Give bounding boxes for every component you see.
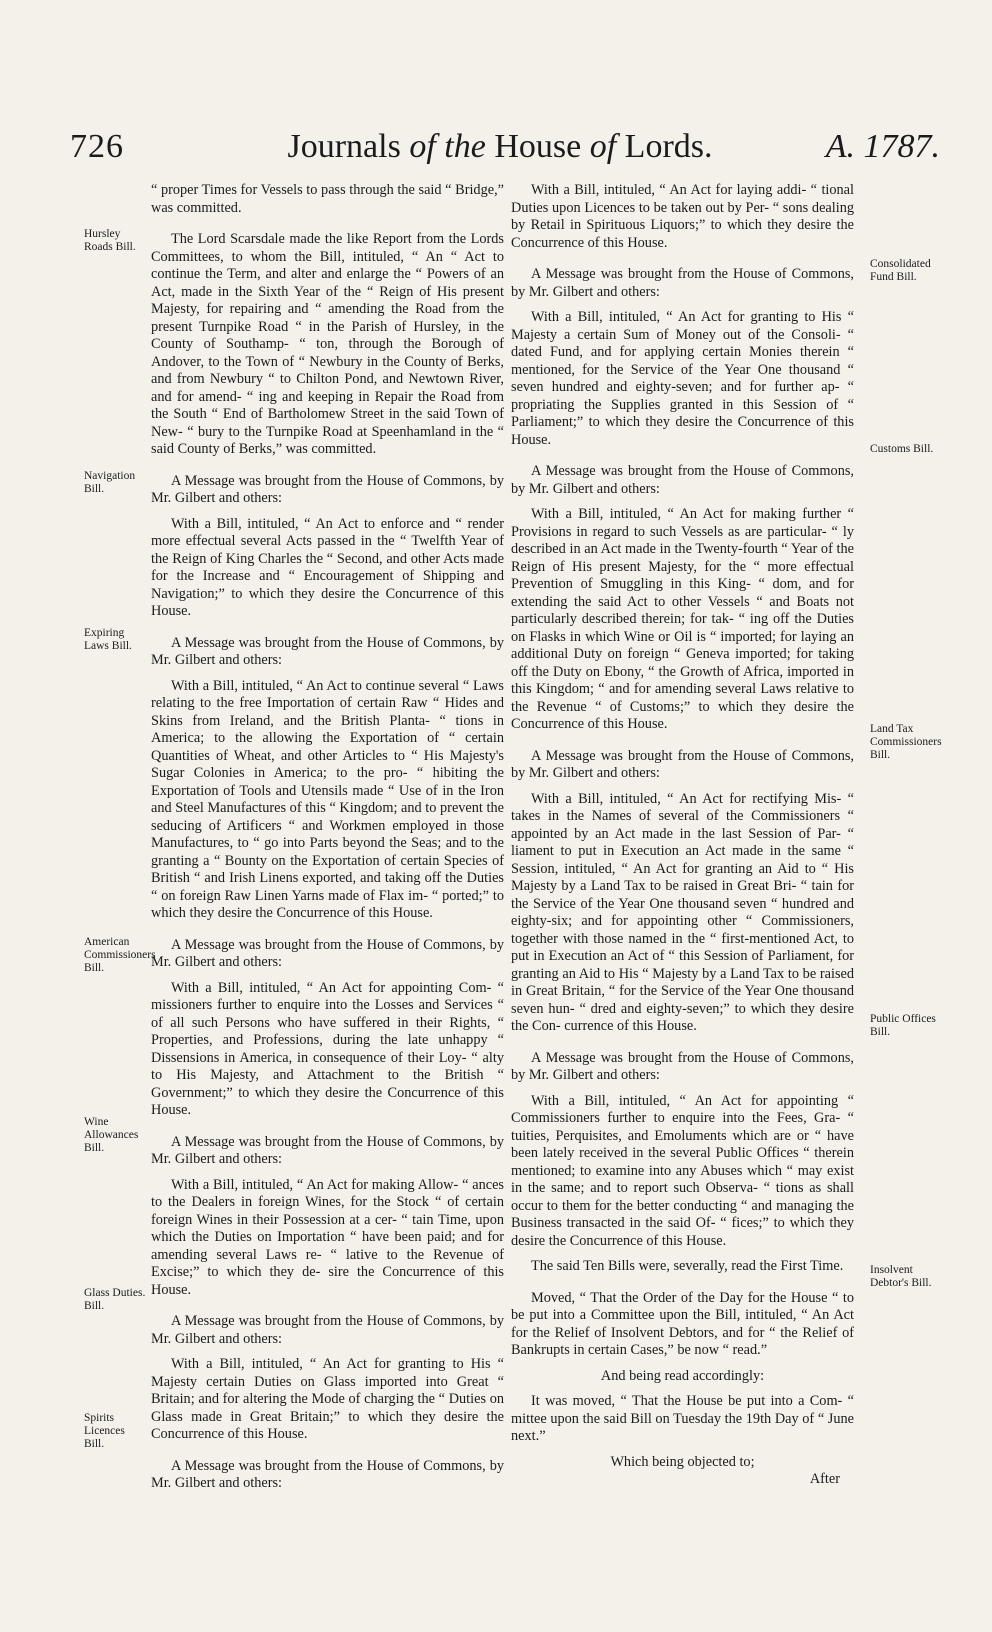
paragraph: A Message was brought from the House of Commons, by Mr. Gilbert and others: xyxy=(151,634,504,668)
margin-note-landtax: Land Tax Commissioners Bill. xyxy=(870,723,942,761)
paragraph: The said Ten Bills were, severally, read the First Time. xyxy=(531,1258,844,1274)
paragraph: Moved, “ That the Order of the Day for the House “ to be put into a Committee upon the Bill, intituled, “ An Act for the Relief of Insolvent Debtors, and for “ the Relief of Bankrupts in certain Cases,” be now “ read.” xyxy=(511,1289,854,1358)
paragraph: A Message was brought from the House of Commons, by Mr. Gilbert and others: xyxy=(511,266,854,300)
margin-note-american: American Commissioners Bill. xyxy=(84,936,156,974)
paragraph: A Message was brought from the House of Commons, by Mr. Gilbert and others: xyxy=(151,1133,504,1167)
paragraph: A Message was brought from the House of Commons, by Mr. Gilbert and others: xyxy=(511,463,854,497)
left-column xyxy=(151,182,504,1493)
running-title: Journals of the House of Lords. xyxy=(287,128,713,165)
margin-note-hursley: Hursley Roads Bill. xyxy=(84,228,136,253)
margin-note-glass: Glass Duties. Bill. xyxy=(84,1287,146,1312)
paragraph: Which being objected to; xyxy=(610,1453,755,1470)
paragraph: With a Bill, intituled, “ An Act to enforce and “ render more effectual several Acts passed in the “ Twelfth Year of the Reign of King Charles the “ Second, and other Acts made for the Increase and “ Encouragement of Shipping and Navigation;” to which they desire the Concurrence of this House. xyxy=(151,515,504,619)
catchword: After xyxy=(809,1471,840,1487)
paragraph: A Message was brought from the House of Commons, by Mr. Gilbert and others: xyxy=(151,472,504,506)
paragraph: A Message was brought from the House of Commons, by Mr. Gilbert and others: xyxy=(151,1457,504,1491)
paragraph: A Message was brought from the House of Commons, by Mr. Gilbert and others: xyxy=(151,936,504,970)
paragraph: The Lord Scarsdale made the like Report from the Lords Committees, to whom the Bill, intituled, “ An “ Act to continue the Term, and alter and enlarge the “ Powers of an Act, made in the Sixth Year of the “ Reign of His present Majesty, for repairing and “ amending the Road from the present Turnpike Road “ in the Parish of Hursley, in the County of Southamp- “ ton, through the Borough of Andover, to the Town of “ Newbury in the County of Berks, and from Newbury “ to Chilton Pond, and Newtown River, and for amend- “ ing and keeping in Repair the Road from the South “ End of Bartholomew Street in the said Town of New- “ bury to the Turnpike Road at Speenhamland in the “ said County of Berks,” was committed. xyxy=(151,231,504,457)
margin-note-customs: Customs Bill. xyxy=(870,443,934,455)
paragraph: “ proper Times for Vessels to pass through the said “ Bridge,” was committed. xyxy=(151,182,504,216)
paragraph: A Message was brought from the House of Commons, by Mr. Gilbert and others: xyxy=(511,1049,854,1083)
margin-note-spirits: Spirits Licences Bill. xyxy=(84,1412,125,1450)
paragraph: It was moved, “ That the House be put into a Com- “ mittee upon the said Bill on Tuesday the 19th Day of “ June next.” xyxy=(511,1393,854,1444)
margin-note-consolidated: Consolidated Fund Bill. xyxy=(870,258,931,283)
paragraph: And being read accordingly: xyxy=(600,1367,765,1384)
margin-note-navigation: Navigation Bill. xyxy=(84,470,136,495)
paragraph: With a Bill, intituled, “ An Act for granting to His “ Majesty certain Duties on Glass imported into Great “ Britain; and for altering the Mode of charging the “ Duties on Glass made in Great Britain;” to which they desire the Concurrence of this House. xyxy=(151,1356,504,1442)
right-column xyxy=(511,182,854,1489)
paragraph: With a Bill, intituled, “ An Act for granting to His “ Majesty a certain Sum of Money out of the Consoli- “ dated Fund, and for applying certain Monies therein “ mentioned, for the Service of the Year One thousand “ seven hundred and eighty-seven; and for further ap- “ propriating the Supplies granted in this Session of “ Parliament;” to which they desire the Concurrence of this House. xyxy=(511,309,854,448)
paragraph: A Message was brought from the House of Commons, by Mr. Gilbert and others: xyxy=(511,747,854,781)
paragraph: With a Bill, intituled, “ An Act for appointing Com- “ missioners further to enquire into the Losses and Services “ of all such Persons who have suffered in their Rights, “ Properties, and Professions, during the late unhappy “ Dissensions in America, in consequence of their Loy- “ alty to His Majesty, and Attachment to the British “ Government;” to which they desire the Concurrence of this House. xyxy=(151,979,504,1118)
margin-note-insolvent: Insolvent Debtor's Bill. xyxy=(870,1264,932,1289)
page-header xyxy=(60,128,940,172)
paragraph: With a Bill, intituled, “ An Act for rectifying Mis- “ takes in the Names of several of the Commissioners “ appointed by an Act made in the last Session of Par- “ liament to put in Execution an Act made in the same “ Session, intituled, “ An Act for granting an Aid to “ His Majesty by a Land Tax to be raised in Great Bri- “ tain for the Service of the Year One thousand seven “ hundred and eighty-six; and for appointing other “ Commissioners, together with those named in the “ first-mentioned Act, to put in Execution an Act of “ this Session of Parliament, for granting an Aid to His “ Majesty by a Land Tax to be raised in Great Britain, “ for the Service of the Year One thousand seven hun- “ dred and eighty-seven;” to which they desire the Con- currence of this House. xyxy=(511,790,854,1034)
paragraph: With a Bill, intituled, “ An Act for making further “ Provisions in regard to such Vessels as are particular- “ ly described in an Act made in the Twenty-fourth “ Year of the Reign of His present Majesty, for the “ more effectual Prevention of Smuggling in this King- “ dom, and for extending the said Act to other Vessels “ and Boats not particularly described therein; for tak- “ ing off the Duties on Flasks in which Wine or Oil is “ imported; for laying an additional Duty on foreign “ Geneva imported; for taking off the Duty on Ebony, “ the Growth of Africa, imported in this Kingdom; “ and for amending several Laws relative to the Revenue “ of Customs;” to which they desire the Concurrence of this House. xyxy=(511,506,854,732)
margin-note-public: Public Offices Bill. xyxy=(870,1013,936,1038)
paragraph: A Message was brought from the House of Commons, by Mr. Gilbert and others: xyxy=(151,1313,504,1347)
margin-note-wine: Wine Allowances Bill. xyxy=(84,1116,139,1154)
year: A. 1787. xyxy=(825,128,940,165)
paragraph: With a Bill, intituled, “ An Act for laying addi- “ tional Duties upon Licences to be taken out by Per- “ sons dealing by Retail in Spirituous Liquors;” to which they desire the Concurrence of this House. xyxy=(511,182,854,251)
paragraph: With a Bill, intituled, “ An Act for making Allow- “ ances to the Dealers in foreign Wines, for the Stock “ of certain foreign Wines in their Possession at a cer- “ tain Time, upon which the Duties on Importation “ have been paid; and for amending several Laws re- “ lative to the Revenue of Excise;” to which they de- sire the Concurrence of this House. xyxy=(151,1176,504,1298)
margin-note-expiring: Expiring Laws Bill. xyxy=(84,627,132,652)
paragraph: With a Bill, intituled, “ An Act to continue several “ Laws relating to the free Importation of certain Raw “ Hides and Skins from Ireland, and the British Planta- “ tions in America; to the allowing the Exportation of “ certain Quantities of Wheat, and other Articles to “ His Majesty's Sugar Colonies in America; to the pro- “ hibiting the Exportation of Tools and Utensils made “ Use of in the Iron and Steel Manufactures of this “ Kingdom; and to prevent the seducing of Artificers “ and Workmen employed in those Manufactures, to “ go into Parts beyond the Seas; and to the granting a “ Bounty on the Exportation of certain Species of British “ and Irish Linens exported, and taking off the Duties “ on foreign Raw Linen Yarns made of Flax im- “ ported;” to which they desire the Concurrence of this House. xyxy=(151,677,504,921)
paragraph: With a Bill, intituled, “ An Act for appointing “ Commissioners further to enquire into the Fees, Gra- “ tuities, Perquisites, and Emoluments which are or “ have been lately received in the several Public Offices “ therein mentioned; to examine into any Abuses which “ may exist in the same; and to report such Observa- “ tions as shall occur to them for the better conducting “ and managing the Business transacted in the said Of- “ fices;” to which they desire the Concurrence of this House. xyxy=(511,1092,854,1249)
page-number: 726 xyxy=(70,128,124,165)
